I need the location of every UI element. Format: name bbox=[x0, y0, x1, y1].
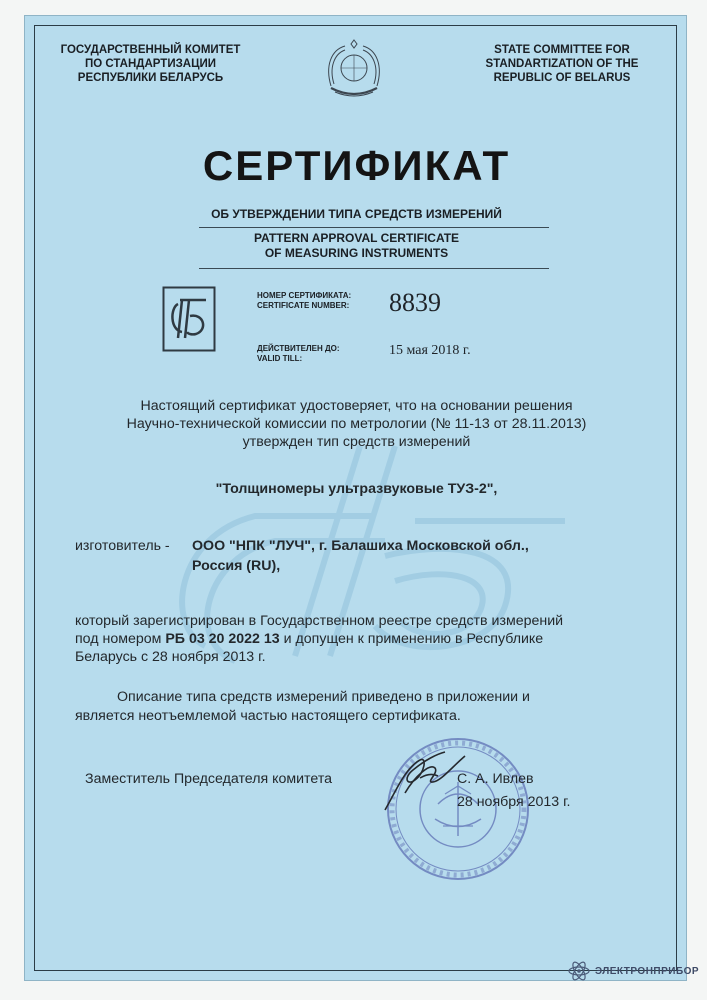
subtitle-ru: ОБ УТВЕРЖДЕНИИ ТИПА СРЕДСТВ ИЗМЕРЕНИЙ bbox=[211, 207, 502, 221]
intro-paragraph bbox=[45, 397, 668, 451]
manufacturer-line-2: Россия (RU), bbox=[192, 558, 281, 574]
registration-line-2 bbox=[75, 630, 543, 648]
registration-suffix: и допущен к применению в Республике bbox=[283, 631, 544, 647]
subtitle-en-line: PATTERN APPROVAL CERTIFICATE bbox=[253, 231, 460, 245]
certificate-number-label-ru: НОМЕР СЕРТИФИКАТА: bbox=[257, 291, 352, 300]
description-line-2: является неотъемлемой частью настоящего сертификата. bbox=[75, 708, 461, 724]
certificate-title: СЕРТИФИКАТ bbox=[202, 142, 511, 189]
valid-till-label bbox=[257, 344, 340, 364]
handwritten-signature-icon bbox=[375, 738, 475, 818]
header-right bbox=[457, 43, 667, 85]
header-right-line: REPUBLIC OF BELARUS bbox=[493, 72, 631, 84]
valid-till-date: 15 мая 2018 г. bbox=[389, 343, 471, 358]
footer-brand-name: ЭЛЕКТРОНПРИБОР bbox=[595, 965, 700, 977]
header-left-line: РЕСПУБЛИКИ БЕЛАРУСЬ bbox=[77, 72, 224, 84]
header-left bbox=[43, 43, 258, 85]
gosstandart-logo-icon bbox=[162, 286, 216, 352]
manufacturer-line-1: ООО "НПК "ЛУЧ", г. Балашиха Московской обл., bbox=[192, 538, 529, 554]
valid-till-label-en: VALID TILL: bbox=[257, 354, 303, 363]
header-right-line: STANDARTIZATION OF THE bbox=[485, 58, 639, 70]
signatory-name: С. А. Ивлев bbox=[457, 771, 534, 787]
title-divider-bottom bbox=[199, 268, 549, 269]
title-divider-top bbox=[199, 227, 549, 228]
registration-line-1: который зарегистрирован в Государственном реестре средств измерений bbox=[75, 613, 564, 629]
intro-line: утвержден тип средств измерений bbox=[242, 434, 471, 450]
header-left-line: ГОСУДАРСТВЕННЫЙ КОМИТЕТ bbox=[60, 44, 241, 56]
footer-brand bbox=[568, 960, 699, 982]
registration-number: РБ 03 20 2022 13 bbox=[165, 631, 280, 647]
manufacturer-label: изготовитель - bbox=[75, 538, 170, 554]
subtitle-en bbox=[25, 231, 688, 261]
signatory-position: Заместитель Председателя комитета bbox=[85, 771, 333, 787]
certificate-sheet bbox=[24, 15, 687, 981]
atom-icon bbox=[568, 960, 590, 982]
valid-till-label-ru: ДЕЙСТВИТЕЛЕН ДО: bbox=[257, 344, 340, 353]
signature-date: 28 ноября 2013 г. bbox=[457, 794, 571, 810]
certificate-number: 8839 bbox=[389, 288, 441, 317]
intro-line: Настоящий сертификат удостоверяет, что на основании решения bbox=[140, 398, 573, 414]
registration-prefix: под номером bbox=[75, 631, 162, 647]
subtitle-en-line: OF MEASURING INSTRUMENTS bbox=[264, 246, 449, 260]
certificate-number-label-en: CERTIFICATE NUMBER: bbox=[257, 301, 350, 310]
header-left-line: ПО СТАНДАРТИЗАЦИИ bbox=[84, 58, 217, 70]
instrument-name: "Толщиномеры ультразвуковые ТУЗ-2", bbox=[215, 481, 498, 497]
certificate-number-label bbox=[257, 291, 351, 311]
registration-line-3: Беларусь с 28 ноября 2013 г. bbox=[75, 649, 266, 665]
header-right-line: STATE COMMITTEE FOR bbox=[494, 44, 630, 56]
description-line-1: Описание типа средств измерений приведено в приложении и bbox=[117, 689, 530, 705]
belarus-emblem-icon bbox=[323, 36, 385, 100]
intro-line: Научно-технической комиссии по метрологии (№ 11-13 от 28.11.2013) bbox=[126, 416, 587, 432]
